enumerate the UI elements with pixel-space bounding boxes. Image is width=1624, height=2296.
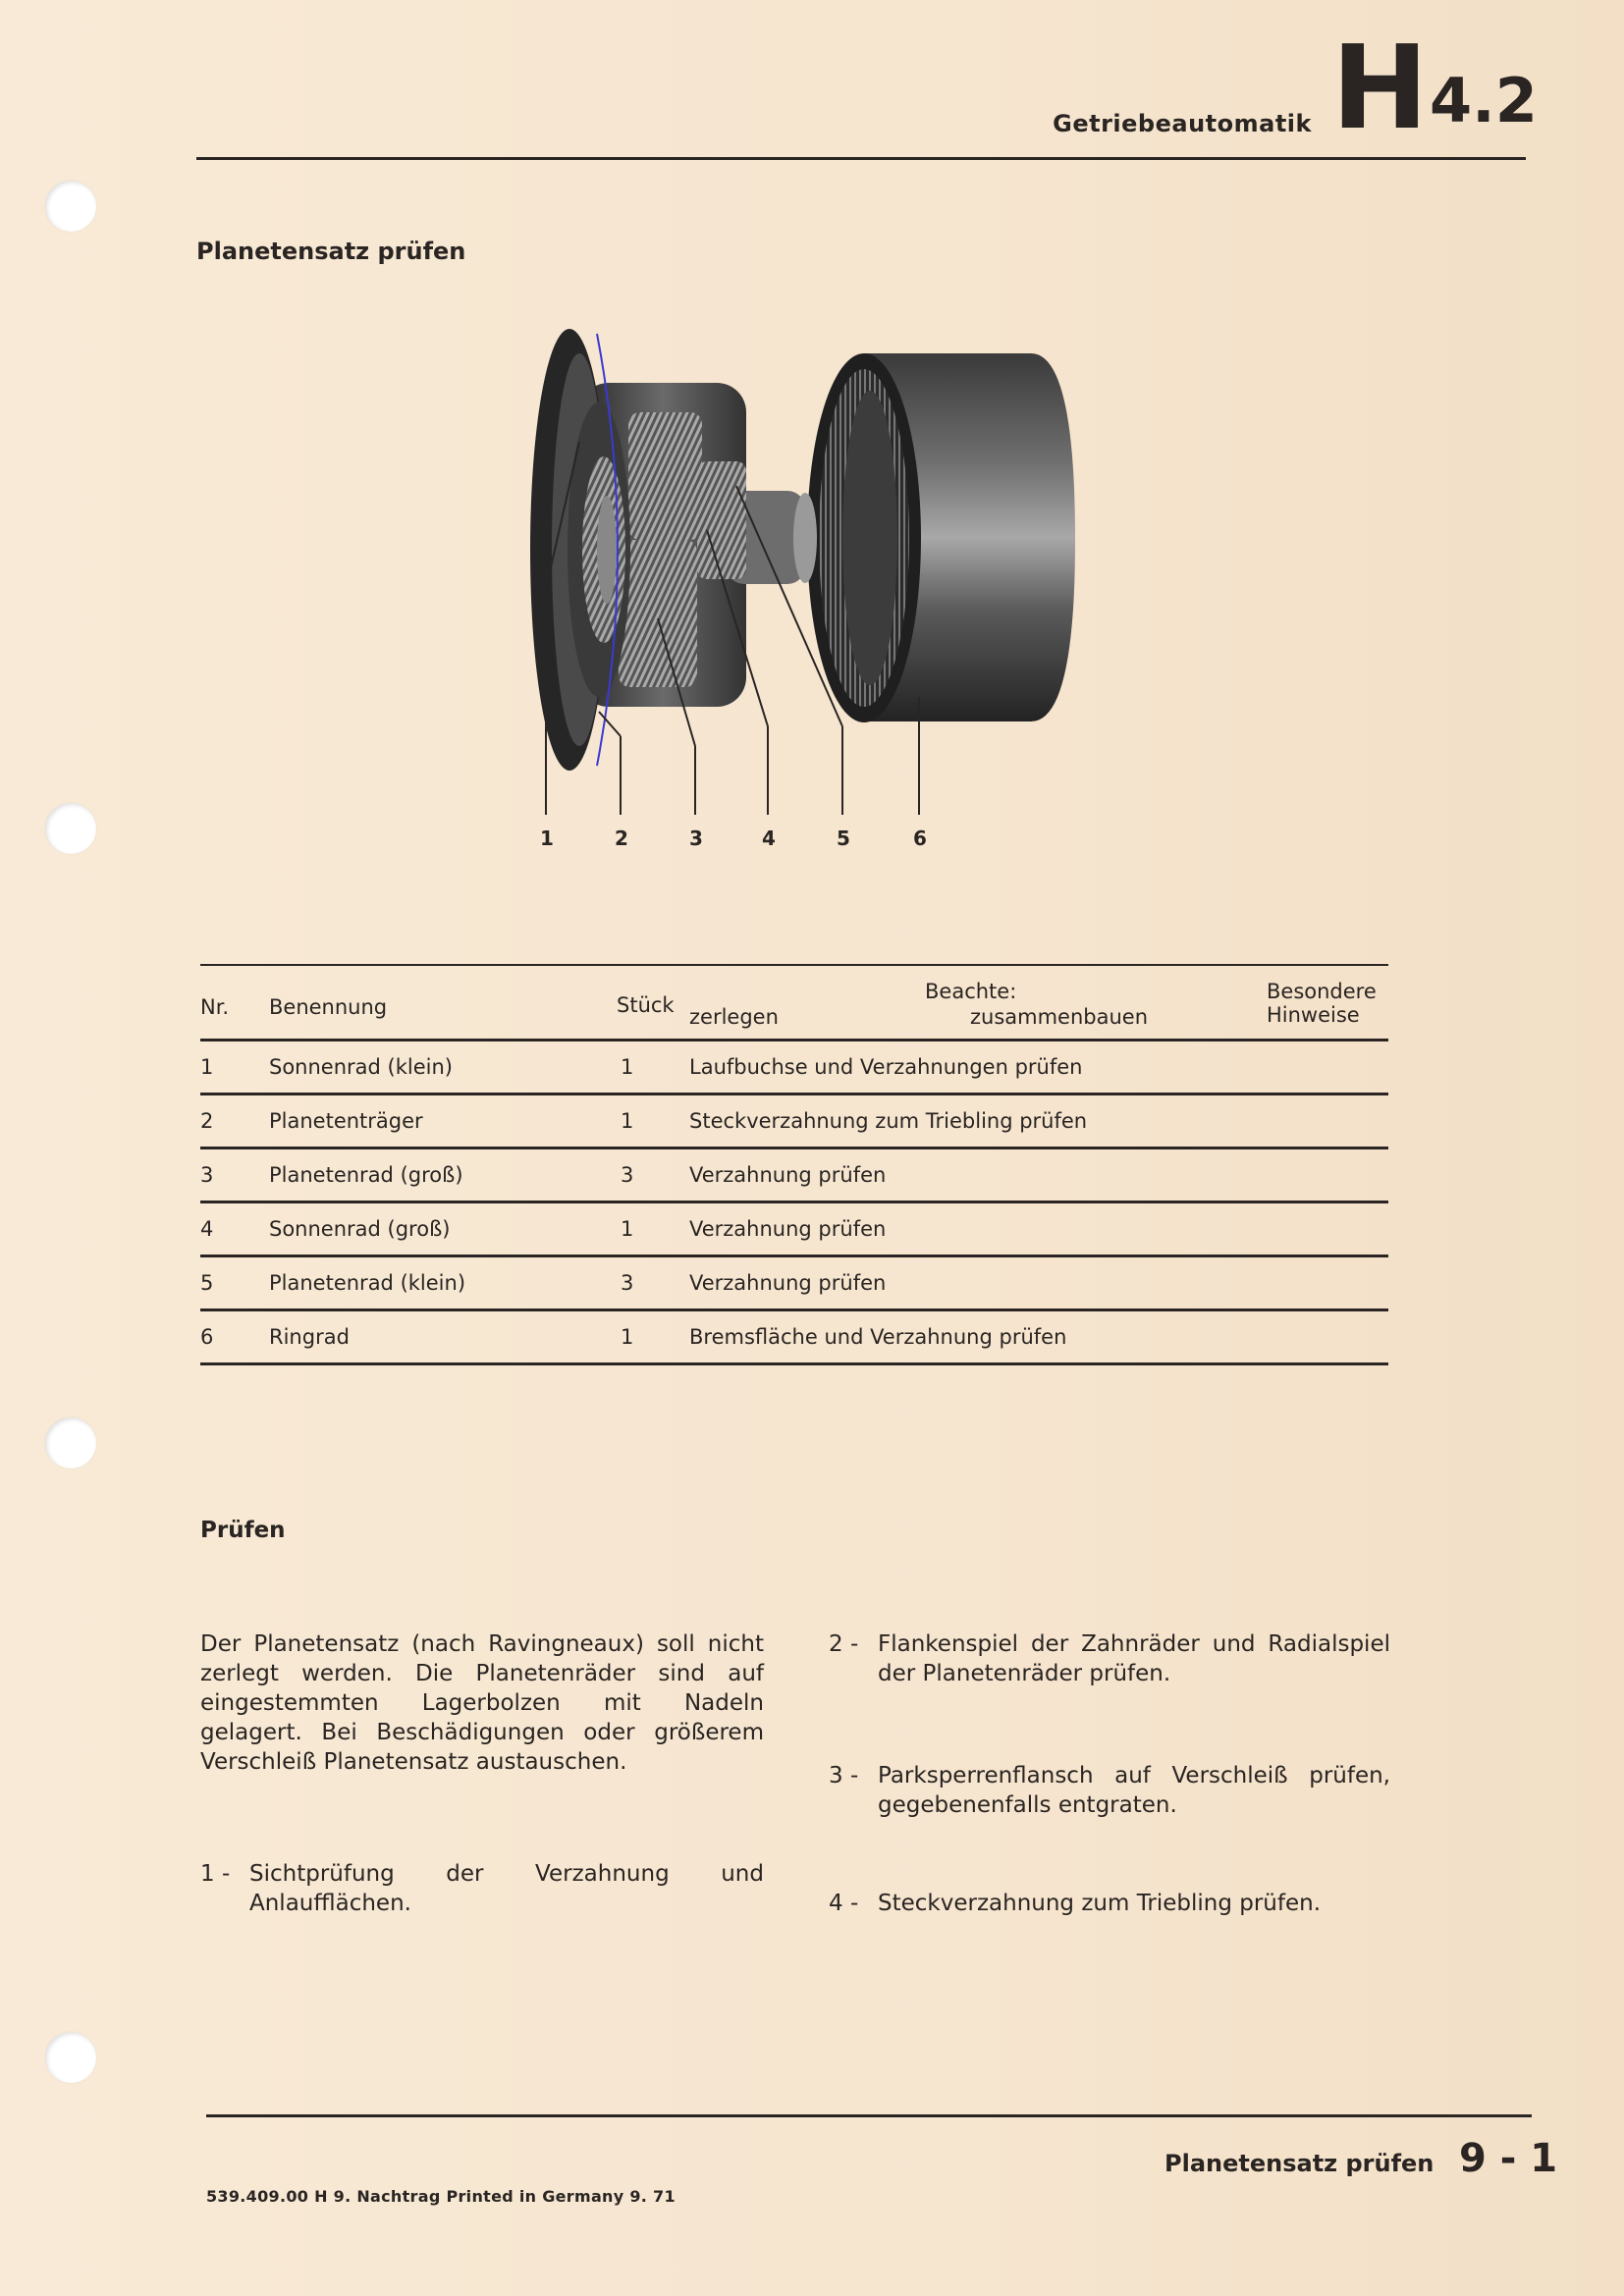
pruefen-title: Prüfen — [200, 1518, 286, 1543]
figure-callout: 1 — [540, 827, 554, 850]
row-nr: 6 — [200, 1325, 214, 1349]
figure-callout: 4 — [762, 827, 776, 850]
header-nr: Nr. — [200, 995, 230, 1019]
check-item-number: 3 - — [829, 1763, 859, 1789]
row-qty: 3 — [621, 1163, 634, 1187]
punch-hole — [45, 2032, 96, 2083]
row-nr: 3 — [200, 1163, 214, 1187]
check-item — [829, 1889, 1390, 1918]
header-beachte: Beachte: — [925, 980, 1017, 1003]
table-row — [200, 1149, 1388, 1201]
row-nr: 4 — [200, 1217, 214, 1241]
figure-callout: 6 — [913, 827, 927, 850]
header-zerlegen: zerlegen — [689, 1005, 779, 1029]
print-info: 539.409.00 H 9. Nachtrag Printed in Germany 9. 71 — [206, 2187, 676, 2206]
row-qty: 1 — [621, 1217, 634, 1241]
header-section-number: 4.2 — [1430, 65, 1538, 136]
row-qty: 1 — [621, 1325, 634, 1349]
punch-hole — [45, 181, 96, 232]
table-row — [200, 1095, 1388, 1147]
check-item-number: 2 - — [829, 1631, 859, 1657]
row-note: Laufbuchse und Verzahnungen prüfen — [689, 1055, 1083, 1079]
header-subtitle: Getriebeautomatik — [1053, 110, 1312, 137]
row-nr: 5 — [200, 1271, 214, 1295]
punch-hole — [45, 1417, 96, 1468]
row-name: Planetenrad (klein) — [269, 1271, 466, 1295]
figure-callout: 2 — [615, 827, 628, 850]
table-row — [200, 1203, 1388, 1255]
table-row — [200, 1311, 1388, 1362]
table-header — [200, 966, 1388, 1039]
table-rule — [200, 1362, 1388, 1365]
page-title: Planetensatz prüfen — [196, 238, 466, 265]
figure-callout: 5 — [837, 827, 850, 850]
header-hinweise: Hinweise — [1267, 1003, 1360, 1027]
figure-callout: 3 — [689, 827, 703, 850]
row-name: Ringrad — [269, 1325, 350, 1349]
check-item-number: 4 - — [829, 1891, 859, 1916]
check-item — [829, 1629, 1390, 1688]
check-item-number: 1 - — [200, 1861, 231, 1887]
punch-hole — [45, 803, 96, 854]
row-note: Steckverzahnung zum Triebling prüfen — [689, 1109, 1088, 1133]
footer-divider — [206, 2114, 1532, 2117]
check-item-text: Flankenspiel der Zahnräder und Radialspiel der Planetenräder prüfen. — [878, 1631, 1390, 1686]
header-stueck: Stück — [617, 993, 675, 1017]
row-qty: 3 — [621, 1271, 634, 1295]
row-name: Sonnenrad (groß) — [269, 1217, 451, 1241]
row-note: Verzahnung prüfen — [689, 1163, 887, 1187]
header-zusammenbauen: zusammenbauen — [970, 1005, 1149, 1029]
pruefen-intro: Der Planetensatz (nach Ravingneaux) soll nicht zerlegt werden. Die Planetenräder sind auf eingestemmten Lagerbolzen mit Nadeln gelagert. Bei Beschädigungen oder größerem Verschleiß Planetensatz austauschen. — [200, 1631, 764, 1775]
check-item-text: Sichtprüfung der Verzahnung und Anlaufflächen. — [249, 1861, 764, 1916]
row-nr: 2 — [200, 1109, 214, 1133]
header-divider — [196, 157, 1526, 160]
header-section-letter: H — [1331, 20, 1429, 155]
row-name: Planetenträger — [269, 1109, 423, 1133]
row-note: Verzahnung prüfen — [689, 1217, 887, 1241]
check-item — [200, 1859, 764, 1918]
check-item-text: Parksperrenflansch auf Verschleiß prüfen, gegebenenfalls entgraten. — [878, 1763, 1390, 1818]
parts-table — [200, 964, 1388, 1365]
row-qty: 1 — [621, 1055, 634, 1079]
page-number: 9 - 1 — [1459, 2136, 1558, 2181]
row-note: Bremsfläche und Verzahnung prüfen — [689, 1325, 1067, 1349]
table-row — [200, 1041, 1388, 1093]
planetary-gear-set-photo — [511, 314, 1100, 864]
check-item-text: Steckverzahnung zum Triebling prüfen. — [878, 1891, 1322, 1916]
header-benennung: Benennung — [269, 995, 388, 1019]
table-row — [200, 1257, 1388, 1308]
row-nr: 1 — [200, 1055, 214, 1079]
footer-title: Planetensatz prüfen — [1164, 2150, 1435, 2177]
row-name: Sonnenrad (klein) — [269, 1055, 453, 1079]
row-qty: 1 — [621, 1109, 634, 1133]
header-besondere-hinweise — [1267, 980, 1377, 1027]
check-item — [829, 1761, 1390, 1820]
header-besondere: Besondere — [1267, 980, 1377, 1003]
row-note: Verzahnung prüfen — [689, 1271, 887, 1295]
row-name: Planetenrad (groß) — [269, 1163, 463, 1187]
